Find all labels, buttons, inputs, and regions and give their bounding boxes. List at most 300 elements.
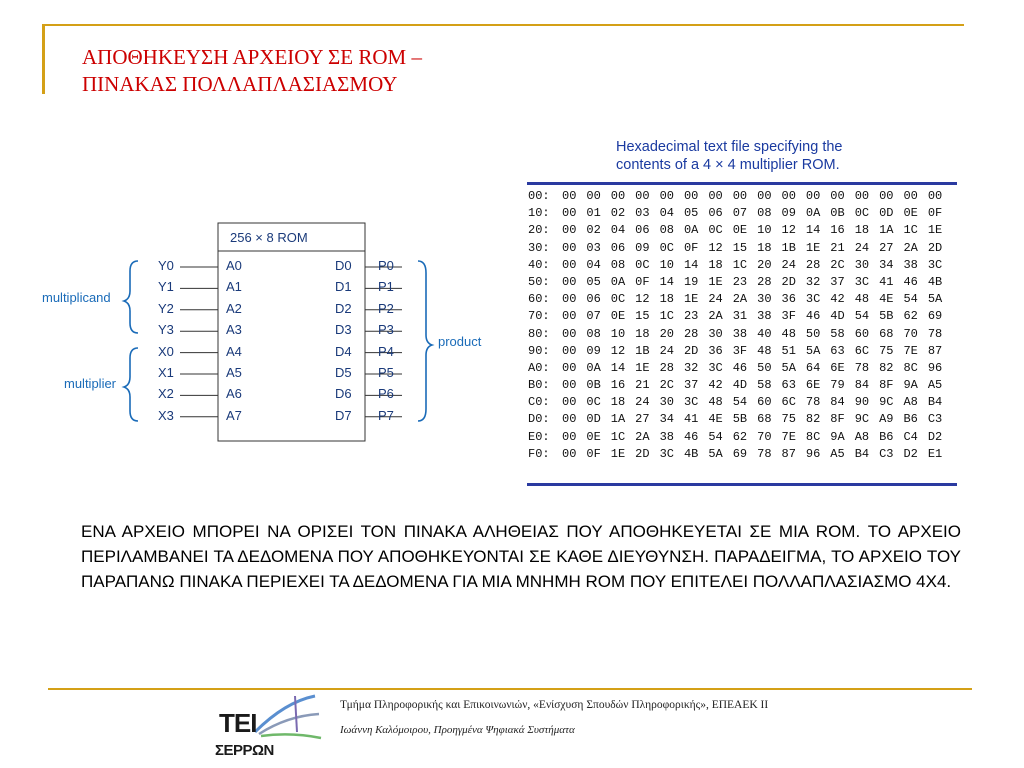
hex-cell: 4B — [927, 274, 943, 289]
bottom-rule — [48, 688, 972, 690]
hex-cell: 0A — [610, 274, 626, 289]
hex-cell: 5B — [732, 412, 748, 427]
hex-cell: 2A — [732, 292, 748, 307]
footer-department: Τμήμα Πληροφορικής και Επικοινωνιών, «Ενίσχυση Σπουδών Πληροφορικής», ΕΠΕΑΕΚ ΙΙ — [340, 699, 769, 711]
hex-cell: 48 — [757, 343, 772, 358]
hex-cell: 19 — [683, 274, 699, 289]
hex-cell: 00 — [562, 309, 577, 324]
hex-cell: 50 — [757, 360, 772, 375]
hex-cell: 00 — [757, 189, 772, 203]
address-pin-label: A4 — [226, 343, 242, 359]
address-pin-label: A5 — [226, 365, 242, 380]
hex-row — [528, 291, 952, 308]
hex-cell: 00 — [562, 257, 577, 272]
hex-cell: 1A — [610, 412, 626, 427]
data-pin-label: D2 — [335, 300, 352, 316]
hex-cell: 14 — [683, 257, 699, 272]
hex-cell: 90 — [854, 395, 870, 410]
hex-cell: 40 — [757, 326, 772, 341]
hex-cell: 02 — [610, 206, 626, 221]
hex-cell: 0E — [610, 309, 626, 324]
hex-cell: 10 — [610, 326, 626, 341]
hex-cell: 78 — [805, 395, 821, 410]
hex-cell: 00 — [805, 189, 821, 203]
rom-label: 256 × 8 ROM — [230, 230, 308, 245]
hex-row — [528, 326, 952, 343]
hex-cell: 54 — [903, 292, 918, 307]
input-label: X0 — [158, 343, 174, 359]
hex-address: 70: — [528, 309, 550, 324]
hex-address: 60: — [528, 292, 550, 307]
hex-cell: 03 — [586, 240, 601, 255]
hex-cell: 3C — [805, 292, 821, 307]
multiplicand-brace — [124, 261, 138, 333]
hex-cell: 75 — [879, 343, 894, 358]
hex-cell: 46 — [903, 274, 918, 289]
hex-cell: 12 — [708, 240, 723, 255]
hex-cell: 28 — [683, 326, 699, 341]
hex-cell: 28 — [659, 360, 674, 375]
hex-row — [528, 429, 952, 446]
hex-cell: 0E — [586, 429, 601, 444]
hex-cell: 0D — [879, 206, 894, 221]
hex-cell: 63 — [830, 343, 845, 358]
hex-cell: 32 — [805, 274, 821, 289]
hex-cell: 0B — [586, 378, 601, 393]
hex-cell: 05 — [586, 274, 601, 289]
hex-cell: 69 — [732, 446, 748, 461]
hex-cell: 30 — [854, 257, 870, 272]
hex-cell: 09 — [635, 240, 650, 255]
hex-cell: 18 — [635, 326, 650, 341]
body-paragraph: ΕΝΑ ΑΡΧΕΙΟ ΜΠΟΡΕΙ ΝΑ ΟΡΙΣΕΙ ΤΟΝ ΠΙΝΑΚΑ ΑΛΗΘΕΙΑΣ ΠΟΥ ΑΠΟΘΗΚΕΥΕΤΑΙ ΣΕ ΜΙΑ ROM. ΤΟ ΑΡΧΕΙΟ ΠΕΡΙΛΑΜΒΑΝΕΙ ΤΑ ΔΕΔΟΜΕΝΑ ΠΟΥ ΑΠΟΘΗΚΕΥΟΝΤΑΙ ΣΕ ΚΑΘΕ ΔΙΕΥΘΥΝΣΗ. ΠΑΡΑΔΕΙΓΜΑ, ΤΟ ΑΡΧΕΙΟ ΤΟΥ ΠΑΡΑΠΑΝΩ ΠΙΝΑΚΑ ΠΕΡΙΕΧΕΙ ΤΑ ΔΕΔΟΜΕΝΑ ΓΙΑ ΜΙΑ ΜΝΗΜΗ ROM ΠΟΥ ΕΠΙΤΕΛΕΙ ΠΟΛΛΑΠΛΑΣΙΑΣΜΟ 4Χ4. — [81, 522, 961, 591]
output-label: P6 — [378, 386, 394, 402]
hex-cell: C3 — [879, 446, 894, 461]
hex-cell: 08 — [757, 206, 772, 221]
hex-cell: 00 — [659, 189, 674, 203]
hex-cell: 00 — [927, 189, 943, 203]
hex-address: D0: — [528, 412, 550, 427]
hex-address: 50: — [528, 274, 550, 289]
hex-cell: 3C — [708, 360, 723, 375]
hex-cell: 0F — [927, 206, 943, 221]
product-brace — [418, 261, 432, 421]
multiplier-brace — [124, 348, 138, 421]
hex-address: E0: — [528, 429, 550, 444]
input-label: Y1 — [158, 279, 174, 295]
input-label: X2 — [158, 386, 174, 402]
hex-cell: 1A — [879, 223, 894, 238]
hex-cell: 8C — [805, 429, 821, 444]
hex-cell: 41 — [683, 412, 699, 427]
hex-cell: 10 — [659, 257, 674, 272]
hex-bottom-rule — [527, 483, 957, 486]
hex-cell: 0F — [635, 274, 650, 289]
hex-cell: 0E — [903, 206, 918, 221]
hex-cell: 2C — [830, 257, 845, 272]
hex-cell: 38 — [757, 309, 772, 324]
hex-table — [528, 188, 952, 463]
hex-cell: 09 — [586, 343, 601, 358]
hex-cell: 8C — [903, 360, 918, 375]
hex-row — [528, 222, 952, 239]
hex-address: 20: — [528, 223, 550, 238]
hex-row — [528, 411, 952, 428]
hex-cell: 16 — [610, 378, 626, 393]
hex-cell: 7E — [781, 429, 796, 444]
hex-cell: A8 — [903, 395, 918, 410]
hex-cell: 30 — [708, 326, 723, 341]
hex-cell: 14 — [659, 274, 674, 289]
hex-row — [528, 377, 952, 394]
hex-cell: 2C — [659, 378, 674, 393]
side-rule — [42, 24, 45, 94]
hex-cell: 63 — [781, 378, 796, 393]
hex-cell: 14 — [610, 360, 626, 375]
hex-cell: 15 — [635, 309, 650, 324]
address-pin-label: A7 — [226, 407, 242, 423]
data-pin-label: D5 — [335, 365, 352, 380]
hex-cell: 82 — [879, 360, 894, 375]
hex-cell: 06 — [610, 240, 626, 255]
hex-cell: 06 — [586, 292, 601, 307]
hex-cell: 00 — [635, 189, 650, 203]
hex-cell: 38 — [659, 429, 674, 444]
hex-cell: 50 — [805, 326, 821, 341]
hex-cell: 70 — [757, 429, 772, 444]
hex-cell: 00 — [562, 292, 577, 307]
hex-cell: 0C — [586, 395, 601, 410]
hex-cell: 46 — [683, 429, 699, 444]
hex-cell: 58 — [757, 378, 772, 393]
hex-cell: 24 — [708, 292, 723, 307]
hex-caption-line-1: Hexadecimal text file specifying the — [616, 139, 843, 155]
hex-cell: 07 — [586, 309, 601, 324]
hex-cell: 20 — [757, 257, 772, 272]
hex-cell: A5 — [927, 378, 943, 393]
hex-cell: 79 — [830, 378, 845, 393]
hex-cell: 78 — [854, 360, 870, 375]
hex-cell: 0C — [635, 257, 650, 272]
hex-row — [528, 360, 952, 377]
hex-cell: 12 — [610, 343, 626, 358]
hex-cell: 0C — [610, 292, 626, 307]
hex-cell: 54 — [854, 309, 870, 324]
hex-cell: E1 — [927, 446, 943, 461]
hex-cell: 5A — [805, 343, 821, 358]
hex-cell: 37 — [683, 378, 699, 393]
hex-cell: 18 — [708, 257, 723, 272]
hex-address: 30: — [528, 240, 550, 255]
hex-cell: 31 — [732, 309, 748, 324]
hex-address: 00: — [528, 189, 550, 203]
multiplicand-label: multiplicand — [42, 290, 111, 305]
hex-cell: 1E — [635, 360, 650, 375]
hex-cell: 1C — [610, 429, 626, 444]
hex-row — [528, 274, 952, 291]
hex-address: 10: — [528, 206, 550, 221]
hex-cell: 21 — [830, 240, 845, 255]
hex-address: 80: — [528, 326, 550, 341]
hex-cell: 23 — [683, 309, 699, 324]
hex-cell: 5A — [781, 360, 796, 375]
hex-cell: 00 — [830, 189, 845, 203]
hex-cell: 69 — [927, 309, 943, 324]
hex-cell: 8F — [830, 412, 845, 427]
hex-cell: 1B — [635, 343, 650, 358]
hex-cell: 1E — [805, 240, 821, 255]
hex-row — [528, 257, 952, 274]
hex-cell: 60 — [757, 395, 772, 410]
address-pin-label: A2 — [226, 300, 242, 316]
hex-cell: 0C — [854, 206, 870, 221]
hex-cell: 48 — [708, 395, 723, 410]
hex-cell: 8F — [879, 378, 894, 393]
product-label: product — [438, 334, 482, 349]
hex-cell: 0D — [586, 412, 601, 427]
output-label: P7 — [378, 407, 394, 423]
hex-cell: 02 — [586, 223, 601, 238]
hex-cell: 34 — [879, 257, 894, 272]
input-label: Y2 — [158, 300, 174, 316]
hex-cell: 00 — [562, 326, 577, 341]
hex-cell: 20 — [659, 326, 674, 341]
hex-cell: 1B — [781, 240, 796, 255]
hex-cell: 0C — [708, 223, 723, 238]
output-label: P3 — [378, 322, 394, 338]
hex-address: F0: — [528, 446, 550, 461]
hex-cell: 62 — [732, 429, 748, 444]
hex-cell: 06 — [708, 206, 723, 221]
hex-row — [528, 240, 952, 257]
hex-cell: 5A — [927, 292, 943, 307]
hex-row — [528, 446, 952, 463]
hex-cell: 00 — [562, 206, 577, 221]
hex-cell: 34 — [659, 412, 674, 427]
hex-cell: 1E — [927, 223, 943, 238]
hex-address: C0: — [528, 395, 550, 410]
hex-cell: 46 — [732, 360, 748, 375]
hex-cell: A8 — [854, 429, 870, 444]
hex-cell: 00 — [562, 240, 577, 255]
hex-cell: 96 — [805, 446, 821, 461]
data-pin-label: D6 — [335, 386, 352, 402]
hex-cell: 18 — [854, 223, 870, 238]
hex-cell: 2D — [683, 343, 699, 358]
hex-cell: 00 — [781, 189, 796, 203]
multiplier-label: multiplier — [64, 376, 117, 391]
hex-cell: 07 — [732, 206, 748, 221]
output-label: P5 — [378, 365, 394, 380]
hex-cell: 00 — [879, 189, 894, 203]
hex-cell: 1C — [659, 309, 674, 324]
hex-cell: 6E — [805, 378, 821, 393]
hex-cell: 4E — [708, 412, 723, 427]
hex-cell: 68 — [757, 412, 772, 427]
hex-cell: 36 — [781, 292, 796, 307]
hex-cell: 9A — [830, 429, 845, 444]
hex-cell: A5 — [830, 446, 845, 461]
hex-cell: 24 — [854, 240, 870, 255]
hex-cell: 1E — [708, 274, 723, 289]
hex-cell: 01 — [586, 206, 601, 221]
hex-cell: 62 — [903, 309, 918, 324]
hex-cell: 96 — [927, 360, 943, 375]
input-label: X1 — [158, 365, 174, 380]
hex-cell: 36 — [708, 343, 723, 358]
hex-cell: 00 — [610, 189, 626, 203]
hex-cell: 5B — [879, 309, 894, 324]
top-rule — [42, 24, 964, 26]
output-label: P0 — [378, 258, 394, 273]
hex-cell: 09 — [781, 206, 796, 221]
hex-cell: 12 — [781, 223, 796, 238]
hex-cell: 1E — [610, 446, 626, 461]
hex-cell: 6C — [781, 395, 796, 410]
hex-cell: 24 — [781, 257, 796, 272]
hex-cell: 9C — [879, 395, 894, 410]
hex-cell: D2 — [903, 446, 918, 461]
hex-cell: 9A — [903, 378, 918, 393]
hex-cell: 0A — [683, 223, 699, 238]
logo-text-tei: ΤΕΙ — [219, 708, 257, 738]
hex-cell: 3F — [732, 343, 748, 358]
hex-row — [528, 188, 952, 205]
hex-cell: B4 — [927, 395, 943, 410]
hex-cell: 0E — [732, 223, 748, 238]
tei-serron-logo — [215, 692, 325, 764]
hex-cell: 48 — [854, 292, 870, 307]
hex-cell: 32 — [683, 360, 699, 375]
data-pin-label: D4 — [335, 343, 352, 359]
hex-cell: 38 — [732, 326, 748, 341]
hex-cell: 84 — [830, 395, 845, 410]
hex-address: B0: — [528, 378, 550, 393]
hex-cell: 00 — [562, 360, 577, 375]
slide-title-line-1: ΑΠΟΘΗΚΕΥΣΗ ΑΡΧΕΙΟΥ ΣΕ ROM – — [82, 45, 422, 69]
hex-cell: 28 — [757, 274, 772, 289]
hex-cell: 2A — [635, 429, 650, 444]
hex-cell: 24 — [659, 343, 674, 358]
hex-cell: 46 — [805, 309, 821, 324]
hex-cell: 41 — [879, 274, 894, 289]
hex-cell: 23 — [732, 274, 748, 289]
hex-cell: 7E — [903, 343, 918, 358]
hex-cell: 00 — [562, 446, 577, 461]
hex-row — [528, 394, 952, 411]
hex-cell: 00 — [732, 189, 748, 203]
data-pin-label: D1 — [335, 279, 352, 295]
hex-cell: 78 — [757, 446, 772, 461]
hex-caption — [616, 138, 842, 174]
hex-cell: 00 — [708, 189, 723, 203]
hex-cell: 00 — [903, 189, 918, 203]
hex-cell: 75 — [781, 412, 796, 427]
hex-cell: 2A — [708, 309, 723, 324]
hex-cell: 3C — [854, 274, 870, 289]
hex-cell: 12 — [635, 292, 650, 307]
hex-cell: 00 — [683, 189, 699, 203]
hex-cell: 51 — [781, 343, 796, 358]
hex-cell: 4D — [732, 378, 748, 393]
hex-cell: 2D — [635, 446, 650, 461]
hex-address: 40: — [528, 257, 550, 272]
hex-cell: 3F — [781, 309, 796, 324]
hex-cell: 78 — [927, 326, 943, 341]
address-pin-label: A6 — [226, 386, 242, 402]
hex-cell: 08 — [586, 326, 601, 341]
hex-cell: C4 — [903, 429, 918, 444]
hex-cell: 00 — [562, 395, 577, 410]
hex-cell: 15 — [732, 240, 748, 255]
hex-cell: 3C — [927, 257, 943, 272]
hex-cell: 42 — [830, 292, 845, 307]
hex-cell: 00 — [562, 274, 577, 289]
output-label: P4 — [378, 343, 394, 359]
hex-cell: 04 — [586, 257, 601, 272]
input-label: Y3 — [158, 322, 174, 338]
slide-title-line-2: ΠΙΝΑΚΑΣ ΠΟΛΛΑΠΛΑΣΙΑΣΜΟΥ — [82, 72, 398, 96]
hex-row — [528, 343, 952, 360]
hex-cell: 0B — [830, 206, 845, 221]
address-pin-label: A3 — [226, 322, 242, 338]
hex-cell: 00 — [854, 189, 870, 203]
hex-cell: 0F — [683, 240, 699, 255]
hex-cell: B4 — [854, 446, 870, 461]
hex-cell: 00 — [562, 223, 577, 238]
address-pin-label: A0 — [226, 258, 242, 273]
hex-cell: 00 — [562, 189, 577, 203]
input-label: X3 — [158, 407, 174, 423]
hex-cell: 6C — [854, 343, 870, 358]
hex-cell: 38 — [903, 257, 918, 272]
hex-cell: 00 — [562, 378, 577, 393]
hex-cell: 0A — [805, 206, 821, 221]
hex-cell: 10 — [757, 223, 772, 238]
hex-cell: 3C — [659, 446, 674, 461]
hex-cell: B6 — [903, 412, 918, 427]
hex-cell: 4D — [830, 309, 845, 324]
hex-cell: 42 — [708, 378, 723, 393]
hex-cell: 24 — [635, 395, 650, 410]
hex-cell: 27 — [635, 412, 650, 427]
hex-cell: 4E — [879, 292, 894, 307]
hex-cell: 18 — [757, 240, 772, 255]
hex-cell: 08 — [610, 257, 626, 272]
hex-cell: 04 — [610, 223, 626, 238]
footer-author: Ιωάννη Καλόμοιρου, Προηγμένα Ψηφιακά Συστήματα — [340, 724, 575, 736]
hex-cell: 30 — [757, 292, 772, 307]
hex-cell: 05 — [683, 206, 699, 221]
hex-cell: 87 — [927, 343, 943, 358]
hex-cell: 2D — [927, 240, 943, 255]
hex-cell: 54 — [732, 395, 748, 410]
hex-cell: C3 — [927, 412, 943, 427]
hex-cell: 1E — [683, 292, 699, 307]
address-pin-label: A1 — [226, 279, 242, 295]
hex-cell: 0F — [586, 446, 601, 461]
hex-cell: 14 — [805, 223, 821, 238]
hex-cell: 54 — [708, 429, 723, 444]
hex-caption-line-2: contents of a 4 × 4 multiplier ROM. — [616, 157, 840, 173]
data-pin-label: D0 — [335, 258, 352, 273]
hex-cell: 06 — [635, 223, 650, 238]
hex-cell: 03 — [635, 206, 650, 221]
hex-address: A0: — [528, 360, 550, 375]
hex-cell: 30 — [659, 395, 674, 410]
hex-cell: 3C — [683, 395, 699, 410]
hex-cell: 6E — [830, 360, 845, 375]
